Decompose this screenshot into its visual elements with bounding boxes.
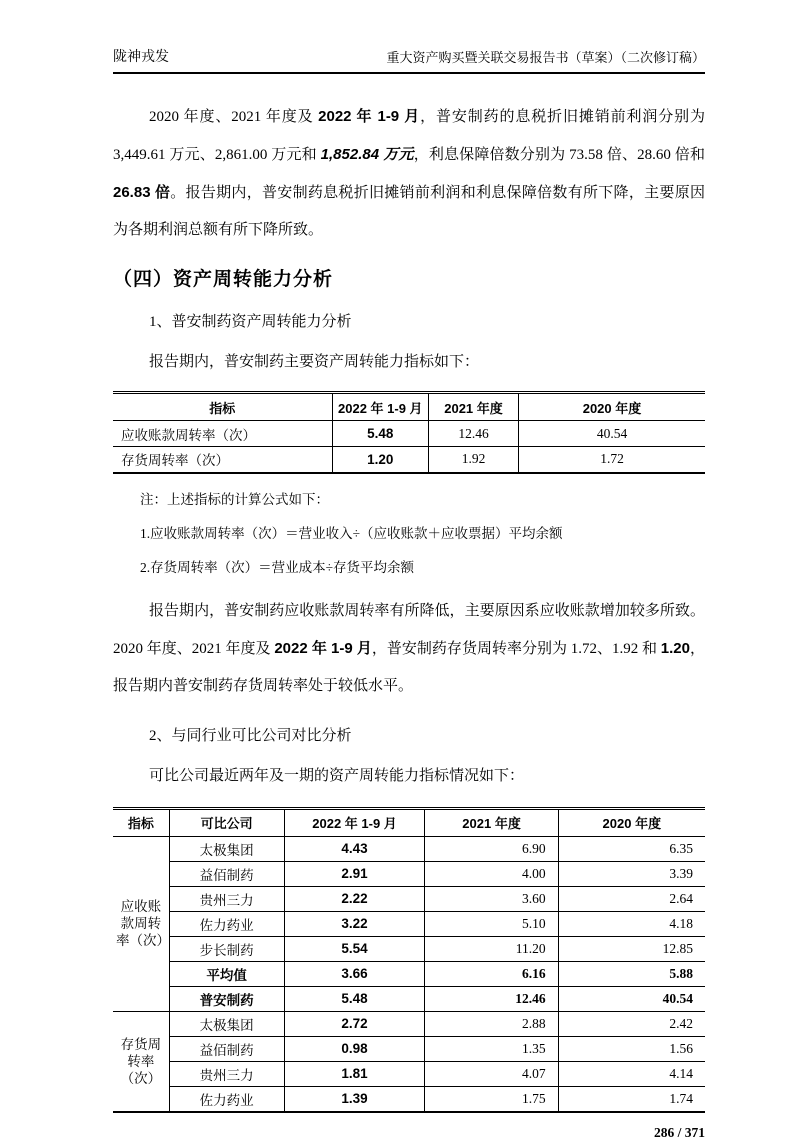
cell-value: 3.22 [284,911,425,936]
company-name: 普安制药 [169,986,284,1011]
table1-notes [140,483,705,585]
col-header-company: 可比公司 [169,808,284,836]
table-row-average [113,961,705,986]
table-header-row [113,393,705,421]
company-name: 佐力药业 [169,911,284,936]
table-row [113,886,705,911]
paragraph-text: ，普安制药存货周转率分别为 1.72、1.92 和 [371,640,661,657]
cell-value: 5.54 [284,936,425,961]
company-name: 贵州三力 [169,1061,284,1086]
cell-value: 12.85 [558,936,705,961]
cell-value: 11.20 [425,936,558,961]
col-header-2020: 2020 年度 [558,808,705,836]
cell-value: 1.81 [284,1061,425,1086]
cell-value: 2.64 [558,886,705,911]
cell-value: 6.90 [425,836,558,861]
comparable-companies-table [113,807,705,1113]
cell-value: 5.10 [425,911,558,936]
company-name: 佐力药业 [169,1086,284,1112]
cell-value: 12.46 [425,986,558,1011]
cell-value: 2.91 [284,861,425,886]
paragraph-text-bold-italic: 1,852.84 万元 [320,146,414,163]
row-label: 存货周转率（次） [113,447,332,473]
cell-value: 4.14 [558,1061,705,1086]
page-number: 286 / 371 [653,1124,705,1140]
cell-value: 5.48 [284,986,425,1011]
group-label-inventory-turnover: 存货周转率（次） [113,1011,169,1112]
cell-value: 4.43 [284,836,425,861]
table-row [113,836,705,861]
paragraph-text: 。报告期内，普安制药息税折旧摊销前利润和利息保障倍数有所下降，主要原因为各期利润总额有所下降所致。 [113,185,705,238]
section-heading-asset-turnover: （四）资产周转能力分析 [113,269,334,290]
cell-value: 2.88 [425,1011,558,1036]
paragraph-text: ，普安制药的息税折旧摊销前利润分别为 3,449.61 万元、2,861.00 万元和 [113,109,705,163]
company-name: 益佰制药 [169,861,284,886]
cell-value: 1.74 [558,1086,705,1112]
table-row [113,1061,705,1086]
paragraph-turnover-analysis [113,593,705,705]
note-line: 2.存货周转率（次）＝营业成本÷存货平均余额 [140,559,415,575]
company-name: 步长制药 [169,936,284,961]
puan-turnover-table [113,391,705,474]
paragraph-text-bold: 2022 年 1-9 月 [318,108,421,125]
cell-value: 1.72 [519,447,706,473]
cell-value: 1.92 [429,447,519,473]
cell-value: 1.20 [332,447,428,473]
paragraph-text-bold: 2022 年 1-9 月 [274,639,372,657]
col-header-indicator: 指标 [113,808,169,836]
table2-lead-text: 可比公司最近两年及一期的资产周转能力指标情况如下： [149,767,525,784]
paragraph-text: 报告期内，普安制药应收账款周转率有所降低，主要原因系应收账款增加较多所致。2020 年度、2021 年度及 [113,602,705,657]
cell-value: 2.42 [558,1011,705,1036]
paragraph-text: ，利息保障倍数分别为 73.58 倍、28.60 倍和 [413,147,705,163]
cell-value: 1.56 [558,1036,705,1061]
table-row-puan [113,986,705,1011]
paragraph-text: 2020 年度、2021 年度及 [149,109,319,125]
paragraph-text: ，报告期内普安制药存货周转率处于较低水平。 [113,640,705,694]
cell-value: 5.48 [332,421,428,447]
paragraph-ebitda-analysis [113,98,705,249]
table-row [113,1011,705,1036]
table-header-row [113,808,705,836]
group-label-receivables-turnover: 应收账款周转率（次） [113,836,169,1011]
company-name: 贵州三力 [169,886,284,911]
table-row [113,1086,705,1112]
cell-value: 0.98 [284,1036,425,1061]
note-line: 注：上述指标的计算公式如下： [140,491,329,507]
col-header-2021: 2021 年度 [429,393,519,421]
cell-value: 1.75 [425,1086,558,1112]
cell-value: 6.35 [558,836,705,861]
cell-value: 40.54 [519,421,706,447]
cell-value: 6.16 [425,961,558,986]
table-row [113,861,705,886]
cell-value: 4.00 [425,861,558,886]
table1-lead-text: 报告期内，普安制药主要资产周转能力指标如下： [149,354,480,370]
table-row [113,447,705,473]
col-header-2021: 2021 年度 [425,808,558,836]
cell-value: 4.18 [558,911,705,936]
row-label: 应收账款周转率（次） [113,421,332,447]
cell-value: 40.54 [558,986,705,1011]
company-name: 平均值 [169,961,284,986]
cell-value: 2.72 [284,1011,425,1036]
company-name: 太极集团 [169,836,284,861]
cell-value: 5.88 [558,961,705,986]
table-row [113,421,705,447]
cell-value: 3.60 [425,886,558,911]
paragraph-text-bold: 26.83 倍 [113,184,171,201]
cell-value: 2.22 [284,886,425,911]
cell-value: 1.35 [425,1036,558,1061]
table-row [113,936,705,961]
table-row [113,1036,705,1061]
col-header-2022: 2022 年 1-9 月 [284,808,425,836]
header-company-name: 陇神戎发 [113,50,169,65]
paragraph-text-bold: 1.20 [660,639,690,657]
table-row [113,911,705,936]
cell-value: 1.39 [284,1086,425,1112]
header-doc-title: 重大资产购买暨关联交易报告书（草案）（二次修订稿） [386,50,705,65]
cell-value: 4.07 [425,1061,558,1086]
subsection-1-title: 1、普安制药资产周转能力分析 [149,314,352,330]
col-header-indicator: 指标 [113,393,332,421]
company-name: 益佰制药 [169,1036,284,1061]
subsection-2-title: 2、与同行业可比公司对比分析 [149,727,352,744]
col-header-2022: 2022 年 1-9 月 [332,393,428,421]
page-header [113,46,705,74]
col-header-2020: 2020 年度 [519,393,706,421]
company-name: 太极集团 [169,1011,284,1036]
cell-value: 3.39 [558,861,705,886]
cell-value: 12.46 [429,421,519,447]
note-line: 1.应收账款周转率（次）＝营业收入÷（应收账款＋应收票据）平均余额 [140,525,563,541]
cell-value: 3.66 [284,961,425,986]
